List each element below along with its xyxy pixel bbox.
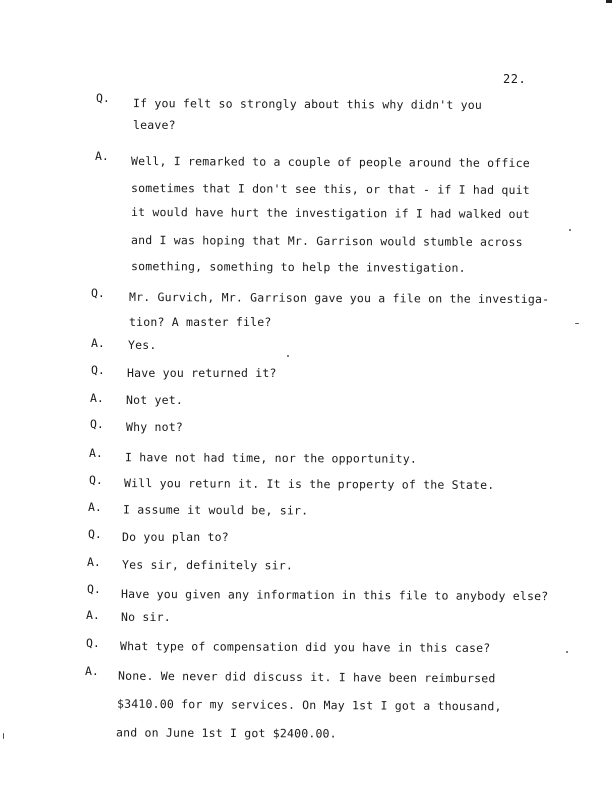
speaker-label: A. (86, 608, 100, 622)
transcript-line: What type of compensation did you have in this case? (119, 639, 491, 655)
transcript-line: and on June 1st I got $2400.00. (115, 725, 337, 741)
scan-speck (575, 323, 579, 324)
scan-speck (3, 733, 4, 739)
speaker-label: A. (90, 391, 104, 405)
transcript-line: tion? A master file? (129, 315, 272, 329)
transcript-line: and I was hoping that Mr. Garrison would stumble across (130, 232, 523, 250)
speaker-label: A. (95, 149, 109, 163)
transcript-line: None. We never did discuss it. I have been reimbursed (117, 668, 496, 686)
scan-mark (606, 0, 612, 3)
transcript-line: sometimes that I don't see this, or that - if I had quit (130, 180, 530, 198)
speaker-label: Q. (91, 286, 105, 300)
transcript-line: Yes. (128, 338, 157, 352)
scan-speck (287, 355, 289, 357)
transcript-line: If you felt so strongly about this why didn't you (132, 96, 483, 112)
speaker-label: Q. (90, 417, 104, 431)
transcript-line: I assume it would be, sir. (122, 502, 309, 518)
transcript-line: Do you plan to? (122, 530, 229, 544)
speaker-label: Q. (91, 363, 105, 377)
speaker-label: A. (89, 446, 103, 460)
speaker-label: A. (88, 500, 102, 514)
transcript-line: Not yet. (126, 393, 183, 407)
transcript-line: it would have hurt the investigation if I had walked out (130, 204, 530, 222)
speaker-label: A. (91, 336, 105, 350)
transcript-line: Yes sir, definitely sir. (121, 557, 294, 573)
speaker-label: Q. (96, 91, 110, 105)
transcript-line: $3410.00 for my services. On May 1st I got a thousand, (116, 696, 502, 714)
speaker-label: Q. (88, 527, 102, 541)
speaker-label: Q. (89, 473, 103, 487)
speaker-label: A. (87, 555, 101, 569)
page-number: 22. (503, 72, 527, 86)
transcript-line: No sir. (121, 610, 171, 624)
speaker-label: Q. (87, 582, 101, 596)
scan-speck (569, 229, 571, 231)
transcript-line: I have not had time, nor the opportunity. (124, 450, 418, 466)
transcript-line: something, something to help the investigation. (130, 259, 466, 275)
transcript-line: Will you return it. It is the property of the State. (123, 476, 495, 492)
speaker-label: A. (85, 664, 99, 678)
transcript-line: Well, I remarked to a couple of people around the office (130, 153, 530, 171)
transcript-line: Why not? (126, 420, 183, 434)
transcript-line: leave? (133, 118, 176, 132)
transcript-line: Have you given any information in this file to anybody else? (120, 586, 549, 604)
transcript-line: Mr. Gurvich, Mr. Garrison gave you a file on the investiga- (128, 289, 550, 307)
speaker-label: Q. (86, 636, 100, 650)
transcript-line: Have you returned it? (127, 366, 277, 380)
scan-speck (566, 651, 568, 653)
